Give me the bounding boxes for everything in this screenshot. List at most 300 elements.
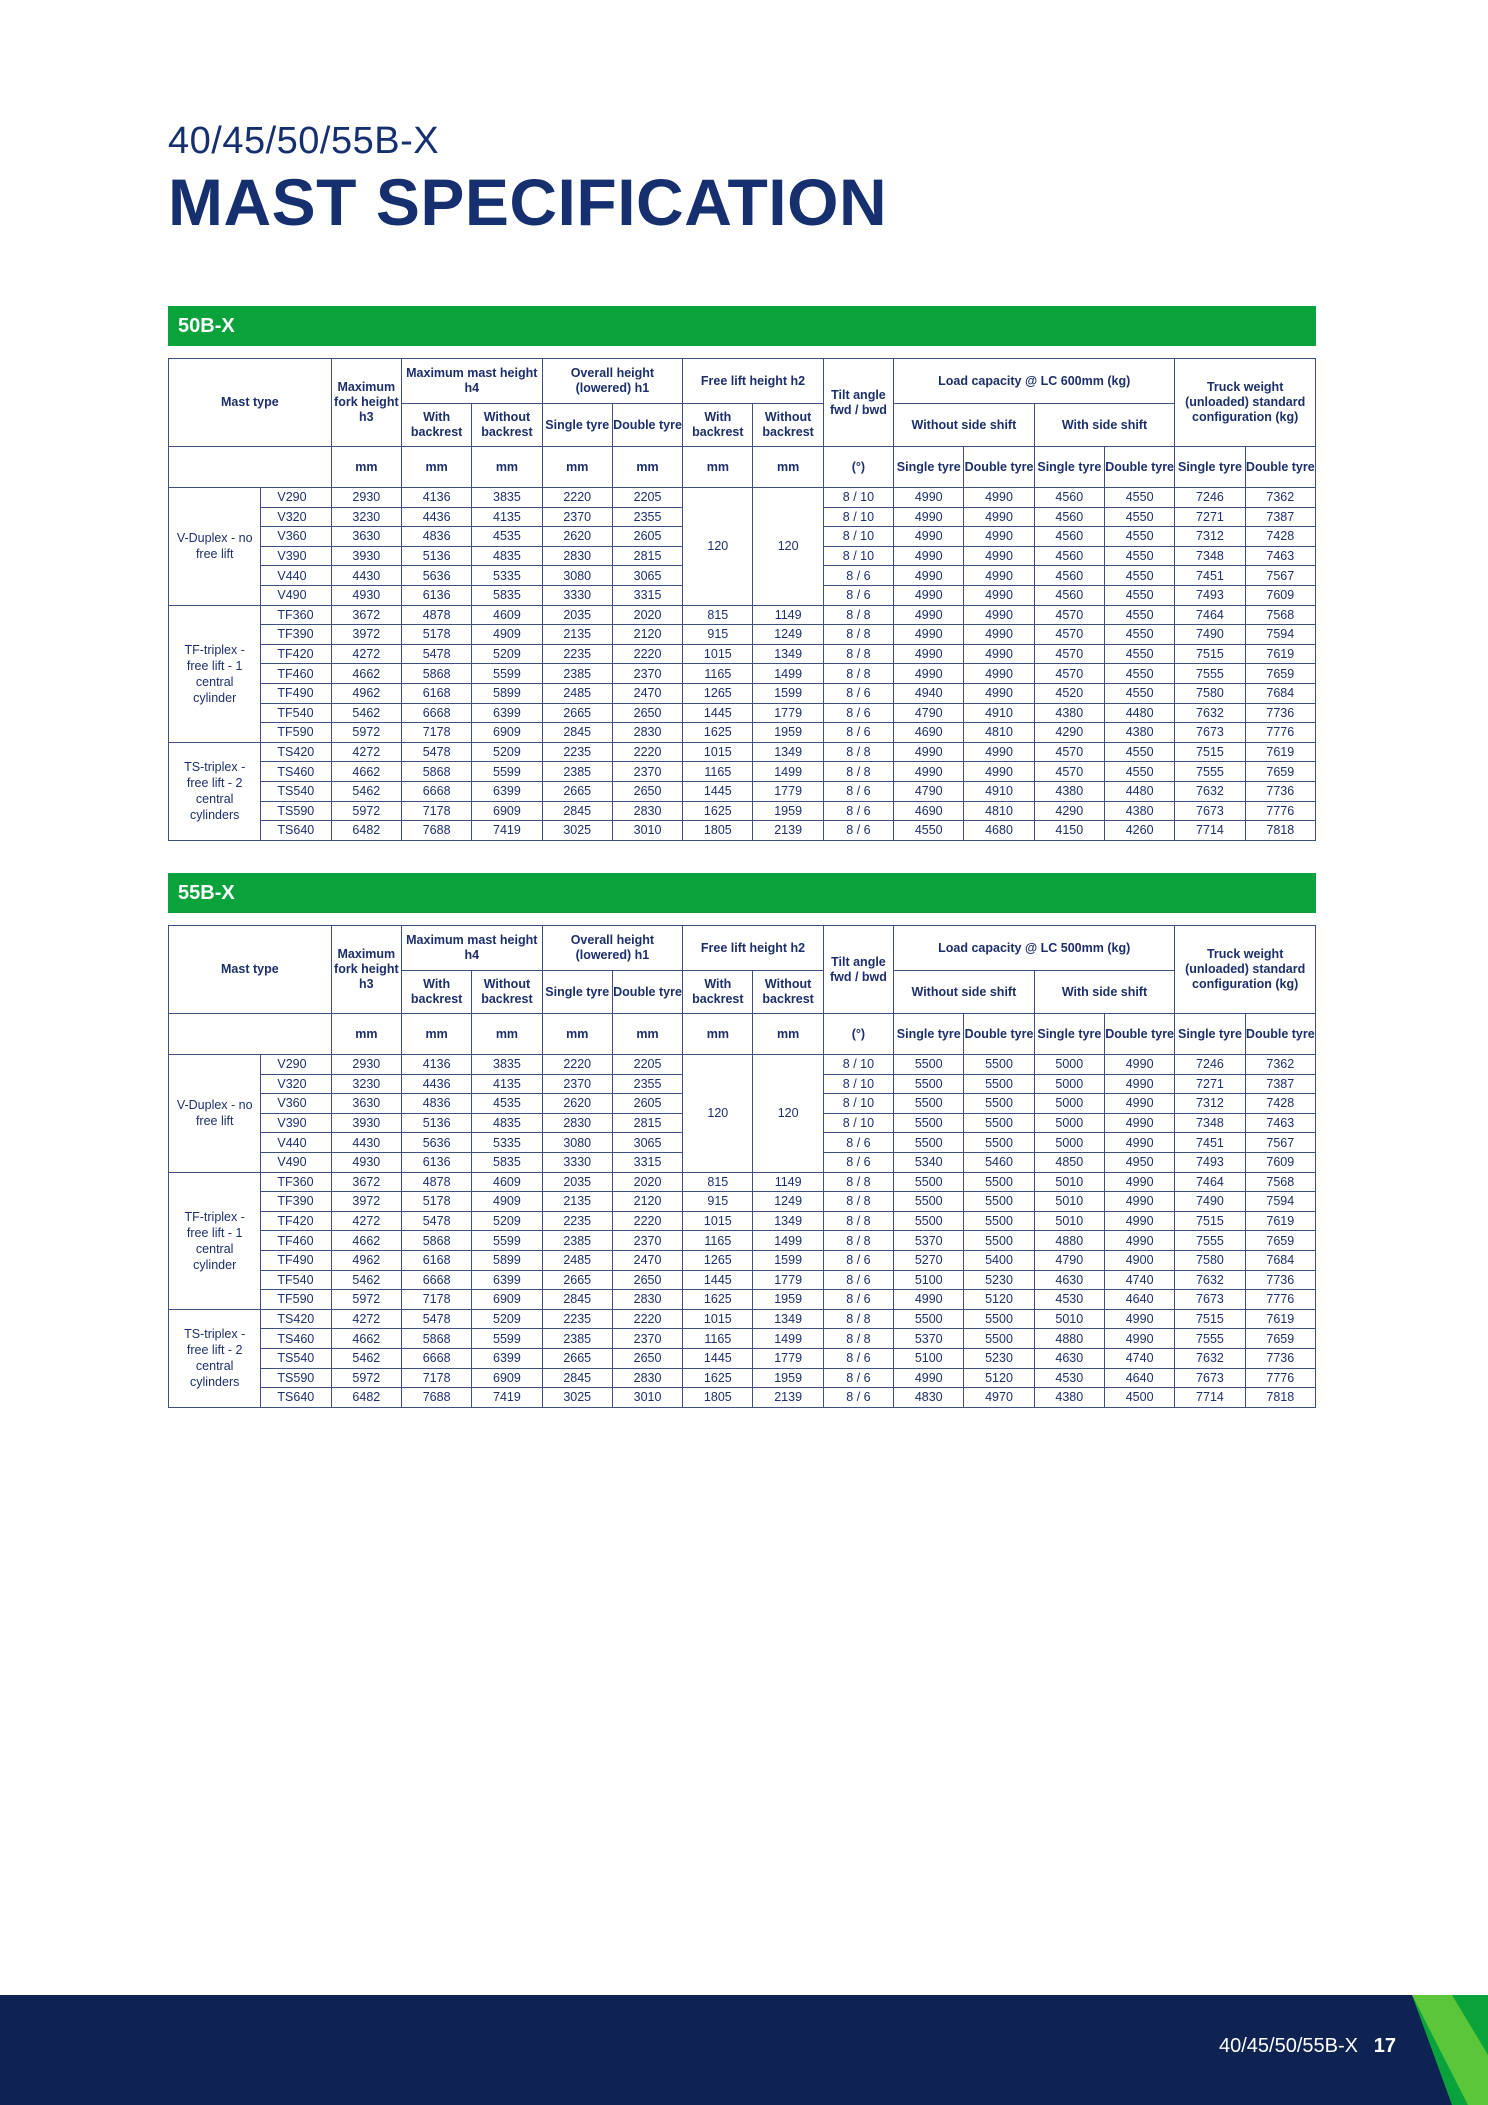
table-cell: 8 / 10 xyxy=(823,527,893,547)
table-cell: 1165 xyxy=(683,1231,753,1251)
table-cell: 2830 xyxy=(542,546,612,566)
table-cell: 4790 xyxy=(894,781,964,801)
table-cell: 4990 xyxy=(964,625,1034,645)
table-cell: 2830 xyxy=(542,1113,612,1133)
table-cell: 7818 xyxy=(1245,1388,1315,1408)
table-cell: 4910 xyxy=(964,703,1034,723)
table-cell: 4990 xyxy=(894,546,964,566)
col-header-with-side-shift: With side shift xyxy=(1034,971,1175,1014)
table-cell: 5868 xyxy=(401,664,471,684)
table-cell: 7178 xyxy=(401,723,471,743)
table-cell: 4272 xyxy=(331,1211,401,1231)
table-cell: 8 / 10 xyxy=(823,507,893,527)
table-cell: 1779 xyxy=(753,781,823,801)
table-cell: 5500 xyxy=(964,1113,1034,1133)
table-cell: 2220 xyxy=(542,488,612,508)
mast-code: V490 xyxy=(261,1152,331,1172)
table-cell: 8 / 10 xyxy=(823,546,893,566)
free-lift-with-backrest: 120 xyxy=(683,1055,753,1173)
table-cell: 3065 xyxy=(612,1133,682,1153)
table-cell: 2139 xyxy=(753,821,823,841)
table-cell: 2930 xyxy=(331,488,401,508)
table-cell: 1445 xyxy=(683,703,753,723)
table-cell: 3080 xyxy=(542,566,612,586)
table-cell: 4990 xyxy=(894,566,964,586)
table-cell: 7568 xyxy=(1245,605,1315,625)
table-cell: 7246 xyxy=(1175,488,1245,508)
table-cell: 4380 xyxy=(1104,801,1174,821)
table-cell: 5835 xyxy=(472,585,542,605)
table-cell: 7659 xyxy=(1245,762,1315,782)
mast-code: V490 xyxy=(261,585,331,605)
table-cell: 3010 xyxy=(612,821,682,841)
table-cell: 4570 xyxy=(1034,644,1104,664)
mast-code: TS590 xyxy=(261,801,331,821)
table-row xyxy=(169,762,1316,782)
table-cell: 4480 xyxy=(1104,781,1174,801)
table-cell: 7490 xyxy=(1175,1192,1245,1212)
table-cell: 7632 xyxy=(1175,781,1245,801)
table-cell: 4550 xyxy=(1104,527,1174,547)
table-cell: 5599 xyxy=(472,762,542,782)
table-cell: 2355 xyxy=(612,507,682,527)
col-header-without-backrest: Without backrest xyxy=(753,971,823,1014)
col-header-overall-height: Overall height (lowered) h1 xyxy=(542,926,683,971)
table-cell: 5835 xyxy=(472,1152,542,1172)
table-row xyxy=(169,1172,1316,1192)
table-cell: 1499 xyxy=(753,1231,823,1251)
table-cell: 6482 xyxy=(331,1388,401,1408)
table-cell: 7673 xyxy=(1175,801,1245,821)
table-cell: 4990 xyxy=(1104,1133,1174,1153)
table-cell: 2205 xyxy=(612,488,682,508)
col-header-single-tyre: Single tyre xyxy=(894,447,964,488)
col-header-mast-type: Mast type xyxy=(169,926,332,1014)
table-cell: 4560 xyxy=(1034,507,1104,527)
table-cell: 2220 xyxy=(612,644,682,664)
table-cell: 4810 xyxy=(964,801,1034,821)
col-header-double-tyre: Double tyre xyxy=(1245,447,1315,488)
mast-code: TF490 xyxy=(261,683,331,703)
mast-code: TS590 xyxy=(261,1368,331,1388)
col-header-single-tyre: Single tyre xyxy=(894,1014,964,1055)
table-cell: 8 / 6 xyxy=(823,1368,893,1388)
table-cell: 7736 xyxy=(1245,781,1315,801)
table-cell: 6668 xyxy=(401,781,471,801)
table-cell: 7736 xyxy=(1245,1270,1315,1290)
table-cell: 4430 xyxy=(331,566,401,586)
mast-code: TS540 xyxy=(261,1348,331,1368)
table-cell: 4550 xyxy=(1104,546,1174,566)
free-lift-without-backrest: 120 xyxy=(753,1055,823,1173)
table-cell: 5972 xyxy=(331,1290,401,1310)
table-cell: 7619 xyxy=(1245,1211,1315,1231)
table-cell: 5000 xyxy=(1034,1133,1104,1153)
table-cell: 4930 xyxy=(331,585,401,605)
table-cell: 1625 xyxy=(683,1290,753,1310)
section-55b-x xyxy=(168,873,1316,1408)
table-cell: 2470 xyxy=(612,683,682,703)
table-cell: 7714 xyxy=(1175,821,1245,841)
table-row xyxy=(169,723,1316,743)
unit-mm: mm xyxy=(683,1014,753,1055)
table-row xyxy=(169,781,1316,801)
table-cell: 3080 xyxy=(542,1133,612,1153)
table-cell: 6668 xyxy=(401,1348,471,1368)
table-cell: 7515 xyxy=(1175,1211,1245,1231)
section-title: 55B-X xyxy=(168,873,1316,913)
table-cell: 4836 xyxy=(401,527,471,547)
table-cell: 4550 xyxy=(1104,507,1174,527)
table-cell: 4990 xyxy=(964,762,1034,782)
table-cell: 7632 xyxy=(1175,1270,1245,1290)
table-cell: 1265 xyxy=(683,683,753,703)
table-cell: 5972 xyxy=(331,1368,401,1388)
table-cell: 7632 xyxy=(1175,1348,1245,1368)
mast-code: V390 xyxy=(261,1113,331,1133)
mast-group-label: TF-triplex - free lift - 1 central cylinder xyxy=(169,1172,261,1309)
table-cell: 2930 xyxy=(331,1055,401,1075)
table-cell: 4630 xyxy=(1034,1348,1104,1368)
table-cell: 5100 xyxy=(894,1270,964,1290)
table-cell: 5462 xyxy=(331,703,401,723)
table-cell: 4550 xyxy=(1104,585,1174,605)
table-cell: 6399 xyxy=(472,703,542,723)
table-cell: 7312 xyxy=(1175,1094,1245,1114)
table-cell: 4990 xyxy=(1104,1309,1174,1329)
table-cell: 7776 xyxy=(1245,801,1315,821)
table-row xyxy=(169,1192,1316,1212)
table-row xyxy=(169,1055,1316,1075)
table-cell: 1249 xyxy=(753,625,823,645)
col-header-double-tyre: Double tyre xyxy=(1104,1014,1174,1055)
table-cell: 1779 xyxy=(753,1348,823,1368)
table-cell: 5500 xyxy=(894,1192,964,1212)
table-cell: 4500 xyxy=(1104,1388,1174,1408)
table-cell: 5478 xyxy=(401,644,471,664)
table-cell: 5100 xyxy=(894,1348,964,1368)
table-cell: 8 / 10 xyxy=(823,1113,893,1133)
table-cell: 4530 xyxy=(1034,1368,1104,1388)
table-row xyxy=(169,1231,1316,1251)
col-header-double-tyre: Double tyre xyxy=(964,447,1034,488)
table-cell: 1445 xyxy=(683,1270,753,1290)
mast-spec-table-50b-x xyxy=(168,358,1316,841)
table-cell: 4560 xyxy=(1034,546,1104,566)
table-cell: 2605 xyxy=(612,1094,682,1114)
table-cell: 4990 xyxy=(894,585,964,605)
table-cell: 4570 xyxy=(1034,762,1104,782)
table-cell: 5500 xyxy=(894,1133,964,1153)
col-header-without-backrest: Without backrest xyxy=(472,404,542,447)
table-cell: 4662 xyxy=(331,1329,401,1349)
table-cell: 2830 xyxy=(612,1290,682,1310)
footer-model-label: 40/45/50/55B-X xyxy=(1219,2035,1358,2057)
table-cell: 7568 xyxy=(1245,1172,1315,1192)
table-cell: 4990 xyxy=(1104,1074,1174,1094)
table-cell: 5335 xyxy=(472,566,542,586)
table-cell: 4990 xyxy=(894,742,964,762)
table-cell: 5500 xyxy=(894,1094,964,1114)
table-cell: 2830 xyxy=(612,1368,682,1388)
col-header-single-tyre: Single tyre xyxy=(1175,1014,1245,1055)
mast-code: TF490 xyxy=(261,1250,331,1270)
table-cell: 4990 xyxy=(894,762,964,782)
table-cell: 8 / 6 xyxy=(823,801,893,821)
table-cell: 4940 xyxy=(894,683,964,703)
table-cell: 4690 xyxy=(894,723,964,743)
table-cell: 3025 xyxy=(542,1388,612,1408)
table-cell: 4560 xyxy=(1034,488,1104,508)
table-cell: 7178 xyxy=(401,1290,471,1310)
table-row xyxy=(169,1368,1316,1388)
table-cell: 4990 xyxy=(894,664,964,684)
table-cell: 2485 xyxy=(542,683,612,703)
table-cell: 5500 xyxy=(964,1094,1034,1114)
section-50b-x xyxy=(168,306,1316,841)
table-cell: 4990 xyxy=(1104,1211,1174,1231)
table-cell: 1015 xyxy=(683,644,753,664)
table-cell: 7271 xyxy=(1175,507,1245,527)
table-cell: 5209 xyxy=(472,1211,542,1231)
table-cell: 7463 xyxy=(1245,1113,1315,1133)
table-cell: 5370 xyxy=(894,1231,964,1251)
col-header-truck-weight: Truck weight (unloaded) standard configuration (kg) xyxy=(1175,926,1316,1014)
table-cell: 1805 xyxy=(683,1388,753,1408)
table-cell: 4909 xyxy=(472,1192,542,1212)
table-cell: 7659 xyxy=(1245,1231,1315,1251)
table-cell: 6399 xyxy=(472,781,542,801)
col-header-load-capacity: Load capacity @ LC 600mm (kg) xyxy=(894,359,1175,404)
col-header-double-tyre: Double tyre xyxy=(1104,447,1174,488)
table-cell: 2139 xyxy=(753,1388,823,1408)
table-cell: 7673 xyxy=(1175,1368,1245,1388)
table-cell: 4740 xyxy=(1104,1348,1174,1368)
table-cell: 4662 xyxy=(331,664,401,684)
col-header-without-side-shift: Without side shift xyxy=(894,404,1035,447)
table-row xyxy=(169,1211,1316,1231)
table-cell: 5460 xyxy=(964,1152,1034,1172)
table-cell: 4150 xyxy=(1034,821,1104,841)
table-cell: 5462 xyxy=(331,1348,401,1368)
table-cell: 1959 xyxy=(753,801,823,821)
table-cell: 7362 xyxy=(1245,1055,1315,1075)
table-cell: 1149 xyxy=(753,605,823,625)
table-cell: 3672 xyxy=(331,605,401,625)
col-header-single-tyre: Single tyre xyxy=(1175,447,1245,488)
table-row xyxy=(169,605,1316,625)
table-cell: 7555 xyxy=(1175,664,1245,684)
table-cell: 2665 xyxy=(542,703,612,723)
table-cell: 8 / 6 xyxy=(823,723,893,743)
table-cell: 915 xyxy=(683,1192,753,1212)
table-cell: 5370 xyxy=(894,1329,964,1349)
table-cell: 2845 xyxy=(542,1368,612,1388)
table-cell: 2235 xyxy=(542,1309,612,1329)
table-cell: 5500 xyxy=(964,1192,1034,1212)
mast-group-label: V-Duplex - no free lift xyxy=(169,488,261,606)
table-cell: 4570 xyxy=(1034,605,1104,625)
table-cell: 4970 xyxy=(964,1388,1034,1408)
table-cell: 7580 xyxy=(1175,1250,1245,1270)
table-cell: 4520 xyxy=(1034,683,1104,703)
table-cell: 5462 xyxy=(331,781,401,801)
table-cell: 1499 xyxy=(753,762,823,782)
table-cell: 2120 xyxy=(612,1192,682,1212)
table-cell: 8 / 8 xyxy=(823,664,893,684)
mast-code: TS640 xyxy=(261,821,331,841)
table-cell: 7348 xyxy=(1175,1113,1245,1133)
table-cell: 1015 xyxy=(683,742,753,762)
table-cell: 4680 xyxy=(964,821,1034,841)
table-cell: 5599 xyxy=(472,1231,542,1251)
mast-code: TF360 xyxy=(261,605,331,625)
table-cell: 1779 xyxy=(753,1270,823,1290)
model-range-subtitle: 40/45/50/55B-X xyxy=(168,120,440,162)
table-cell: 6399 xyxy=(472,1270,542,1290)
unit-mm: mm xyxy=(753,1014,823,1055)
col-header-single-tyre: Single tyre xyxy=(542,404,612,447)
table-cell: 7428 xyxy=(1245,527,1315,547)
table-cell: 4550 xyxy=(1104,683,1174,703)
unit-mm: mm xyxy=(401,447,471,488)
table-cell: 4962 xyxy=(331,1250,401,1270)
table-cell: 4990 xyxy=(964,546,1034,566)
table-cell: 5400 xyxy=(964,1250,1034,1270)
table-cell: 3330 xyxy=(542,1152,612,1172)
table-cell: 1249 xyxy=(753,1192,823,1212)
table-cell: 2650 xyxy=(612,1270,682,1290)
table-cell: 915 xyxy=(683,625,753,645)
table-cell: 8 / 6 xyxy=(823,566,893,586)
table-cell: 8 / 8 xyxy=(823,1192,893,1212)
table-cell: 2485 xyxy=(542,1250,612,1270)
table-cell: 2385 xyxy=(542,664,612,684)
mast-code: TF420 xyxy=(261,644,331,664)
table-cell: 8 / 6 xyxy=(823,1348,893,1368)
mast-group-label: TF-triplex - free lift - 1 central cylinder xyxy=(169,605,261,742)
table-cell: 5209 xyxy=(472,742,542,762)
table-cell: 4436 xyxy=(401,1074,471,1094)
table-cell: 5340 xyxy=(894,1152,964,1172)
table-cell: 2665 xyxy=(542,1270,612,1290)
table-cell: 2120 xyxy=(612,625,682,645)
table-cell: 2370 xyxy=(542,507,612,527)
table-cell: 4560 xyxy=(1034,585,1104,605)
table-cell: 1625 xyxy=(683,723,753,743)
table-cell: 5478 xyxy=(401,742,471,762)
table-cell: 1959 xyxy=(753,723,823,743)
table-cell: 4630 xyxy=(1034,1270,1104,1290)
table-cell: 4910 xyxy=(964,781,1034,801)
table-cell: 4990 xyxy=(894,507,964,527)
table-cell: 2135 xyxy=(542,1192,612,1212)
table-cell: 2370 xyxy=(542,1074,612,1094)
unit-mm: mm xyxy=(472,447,542,488)
table-cell: 8 / 6 xyxy=(823,1290,893,1310)
table-cell: 4550 xyxy=(1104,488,1174,508)
table-cell: 5972 xyxy=(331,801,401,821)
table-cell: 4990 xyxy=(964,742,1034,762)
table-cell: 6136 xyxy=(401,1152,471,1172)
table-cell: 7515 xyxy=(1175,1309,1245,1329)
table-cell: 5000 xyxy=(1034,1074,1104,1094)
table-cell: 7632 xyxy=(1175,703,1245,723)
table-cell: 1149 xyxy=(753,1172,823,1192)
page-header xyxy=(168,118,887,238)
table-cell: 8 / 6 xyxy=(823,1152,893,1172)
table-cell: 4609 xyxy=(472,1172,542,1192)
col-header-double-tyre: Double tyre xyxy=(612,971,682,1014)
mast-code: V360 xyxy=(261,1094,331,1114)
table-cell: 8 / 6 xyxy=(823,1388,893,1408)
col-header-mast-height: Maximum mast height h4 xyxy=(401,359,542,404)
mast-code: V440 xyxy=(261,1133,331,1153)
table-cell: 8 / 10 xyxy=(823,1094,893,1114)
table-cell: 7619 xyxy=(1245,644,1315,664)
table-cell: 2385 xyxy=(542,1329,612,1349)
table-cell: 2235 xyxy=(542,644,612,664)
mast-code: V360 xyxy=(261,527,331,547)
table-cell: 7776 xyxy=(1245,723,1315,743)
table-cell: 1599 xyxy=(753,1250,823,1270)
col-header-double-tyre: Double tyre xyxy=(1245,1014,1315,1055)
table-cell: 4662 xyxy=(331,762,401,782)
table-cell: 3930 xyxy=(331,1113,401,1133)
table-cell: 3835 xyxy=(472,1055,542,1075)
table-row xyxy=(169,821,1316,841)
table-cell: 4962 xyxy=(331,683,401,703)
table-cell: 6168 xyxy=(401,1250,471,1270)
table-cell: 5000 xyxy=(1034,1113,1104,1133)
table-row xyxy=(169,644,1316,664)
table-cell: 4135 xyxy=(472,1074,542,1094)
table-cell: 4990 xyxy=(1104,1113,1174,1133)
table-row xyxy=(169,1309,1316,1329)
table-cell: 4990 xyxy=(1104,1172,1174,1192)
table-cell: 4990 xyxy=(894,605,964,625)
table-cell: 5209 xyxy=(472,644,542,664)
table-cell: 2235 xyxy=(542,1211,612,1231)
unit-mm: mm xyxy=(401,1014,471,1055)
table-cell: 4136 xyxy=(401,488,471,508)
table-cell: 2620 xyxy=(542,527,612,547)
table-cell: 2620 xyxy=(542,1094,612,1114)
table-cell: 4990 xyxy=(894,488,964,508)
table-cell: 4990 xyxy=(894,1368,964,1388)
table-cell: 5599 xyxy=(472,664,542,684)
col-header-with-backrest: With backrest xyxy=(683,971,753,1014)
table-cell: 7178 xyxy=(401,801,471,821)
table-cell: 4990 xyxy=(964,566,1034,586)
table-cell: 7387 xyxy=(1245,1074,1315,1094)
table-cell: 2220 xyxy=(542,1055,612,1075)
table-cell: 1445 xyxy=(683,1348,753,1368)
table-row xyxy=(169,1290,1316,1310)
table-cell: 5599 xyxy=(472,1329,542,1349)
table-cell: 5868 xyxy=(401,762,471,782)
table-cell: 5500 xyxy=(894,1172,964,1192)
mast-spec-table-55b-x xyxy=(168,925,1316,1408)
table-cell: 8 / 8 xyxy=(823,1309,893,1329)
table-cell: 4272 xyxy=(331,644,401,664)
table-cell: 3630 xyxy=(331,527,401,547)
col-header-double-tyre: Double tyre xyxy=(612,404,682,447)
table-cell: 5500 xyxy=(894,1074,964,1094)
table-row xyxy=(169,1388,1316,1408)
table-cell: 7493 xyxy=(1175,585,1245,605)
table-cell: 5500 xyxy=(964,1211,1034,1231)
